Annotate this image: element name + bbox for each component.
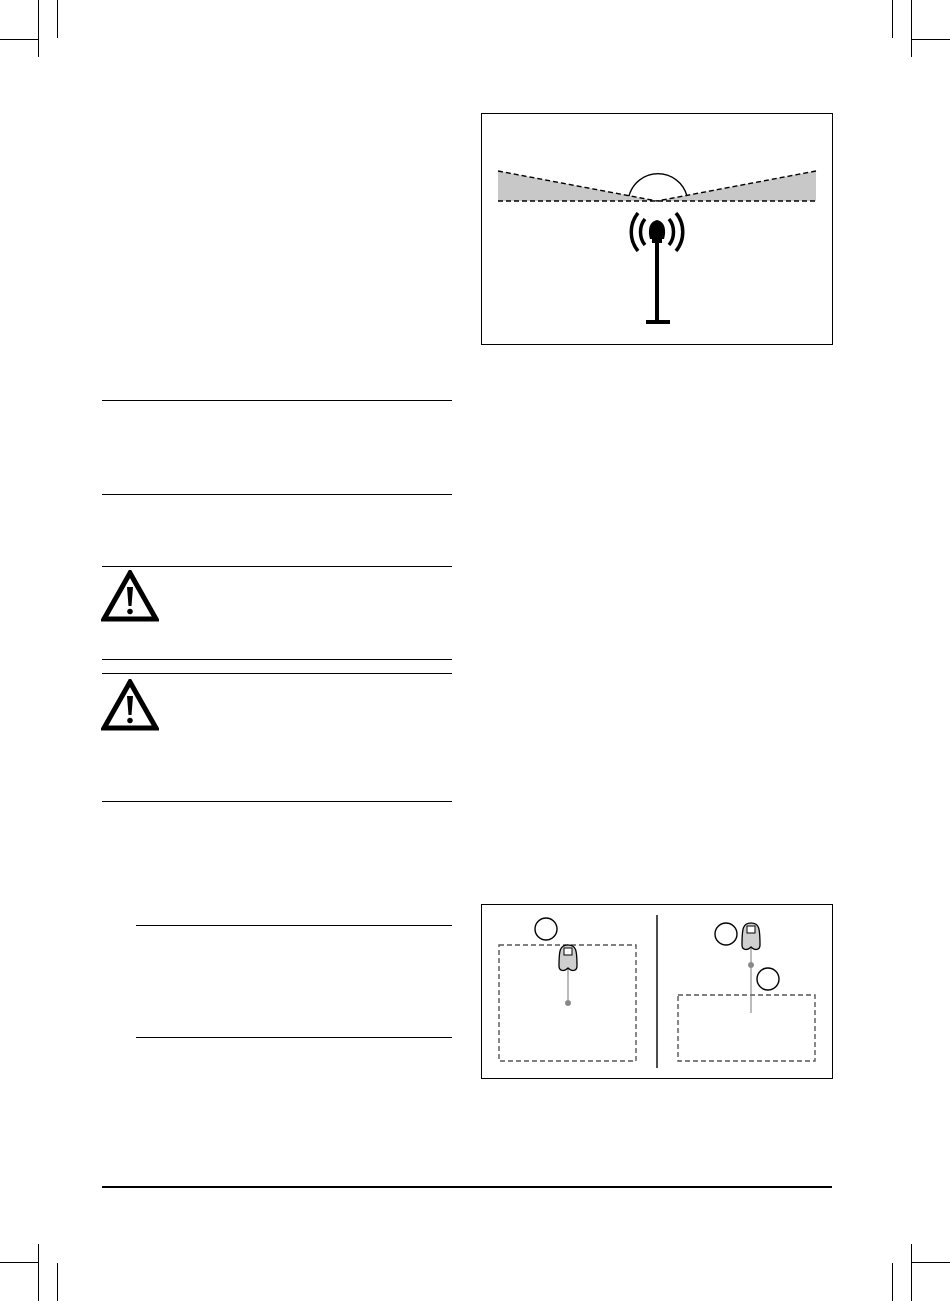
section-divider: [102, 566, 452, 567]
note-divider: [136, 1037, 452, 1038]
section-divider: [102, 400, 452, 401]
warning-end-divider: [102, 659, 452, 660]
crop-mark-top-left-v2: [57, 0, 58, 38]
footer-divider: [102, 1186, 832, 1188]
crop-mark-bottom-left-v2: [57, 1263, 58, 1301]
crop-mark-bottom-right-v2: [892, 1263, 893, 1301]
warning-triangle-icon: [101, 679, 159, 731]
section-divider: [102, 494, 452, 495]
antenna-signal-icon: [631, 213, 683, 322]
crop-mark-top-right-h: [912, 39, 950, 40]
crop-mark-top-right-v: [911, 0, 912, 57]
crop-mark-bottom-right-v: [911, 1244, 912, 1301]
warning-start-divider: [102, 673, 452, 674]
crop-mark-top-left-v: [38, 0, 39, 57]
warning-triangle-icon: [101, 570, 159, 622]
crop-mark-top-right-v2: [892, 0, 893, 38]
crop-mark-bottom-left-v: [38, 1244, 39, 1301]
mower-placement-figure: [481, 904, 833, 1079]
note-divider: [136, 925, 452, 926]
crop-mark-bottom-left-h: [0, 1262, 38, 1263]
callout-circle: [715, 923, 737, 945]
crop-mark-top-left-h: [0, 39, 38, 40]
crop-mark-bottom-right-h: [912, 1262, 950, 1263]
callout-circle: [535, 918, 557, 940]
antenna-angle-figure: [481, 113, 833, 345]
callout-circle: [757, 968, 779, 990]
warning-end-divider: [102, 801, 452, 802]
